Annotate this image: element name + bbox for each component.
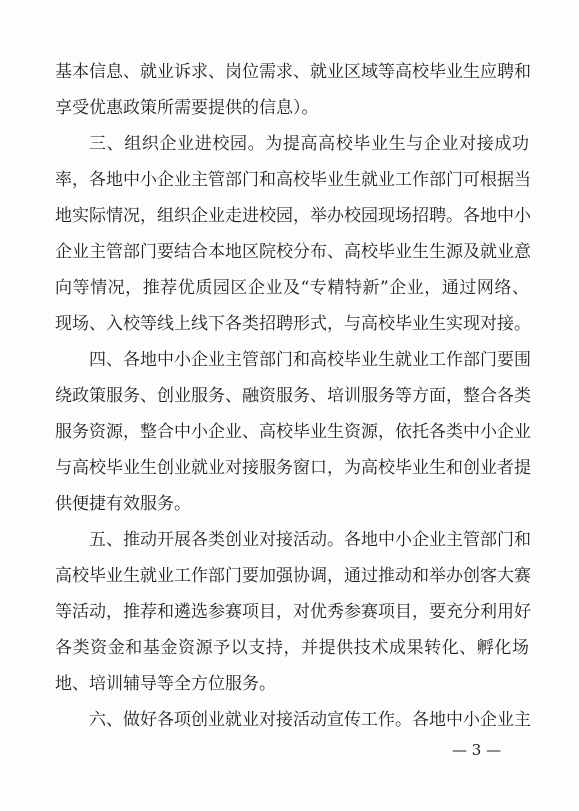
text-line: 企业主管部门要结合本地区院校分布、高校毕业生生源及就业意 [55,242,531,262]
text-line: 绕政策服务、创业服务、融资服务、培训服务等方面，整合各类 [55,386,531,406]
text-line: 享受优惠政策所需要提供的信息）。 [55,98,319,118]
text-line: 三、组织企业进校园。为提高高校毕业生与企业对接成功 [89,134,529,154]
text-line: 四、各地中小企业主管部门和高校毕业生就业工作部门要围 [89,350,531,370]
text-line: 服务资源，整合中小企业、高校毕业生资源，依托各类中小企业 [55,422,531,442]
text-line: 等活动，推荐和遴选参赛项目，对优秀参赛项目，要充分利用好 [55,602,531,622]
text-line: 地、培训辅导等全方位服务。 [55,674,276,694]
text-line: 供便捷有效服务。 [55,494,191,514]
text-line: 基本信息、就业诉求、岗位需求、就业区域等高校毕业生应聘和 [55,62,531,82]
text-line: 现场、入校等线上线下各类招聘形式，与高校毕业生实现对接。 [55,314,531,334]
text-line: 五、推动开展各类创业对接活动。各地中小企业主管部门和 [89,530,531,550]
text-line: 率，各地中小企业主管部门和高校毕业生就业工作部门可根据当 [55,170,531,190]
text-line: 各类资金和基金资源予以支持，并提供技术成果转化、孵化场 [55,638,529,658]
page-number: — 3 — [452,741,502,759]
text-line: 地实际情况，组织企业走进校园，举办校园现场招聘。各地中小 [55,206,531,226]
text-line: 六、做好各项创业就业对接活动宣传工作。各地中小企业主 [89,710,531,730]
text-line: 高校毕业生就业工作部门要加强协调，通过推动和举办创客大赛 [55,566,531,586]
text-line: 与高校毕业生创业就业对接服务窗口，为高校毕业生和创业者提 [55,458,531,478]
text-line: 向等情况，推荐优质园区企业及“专精特新”企业，通过网络、 [55,278,529,298]
